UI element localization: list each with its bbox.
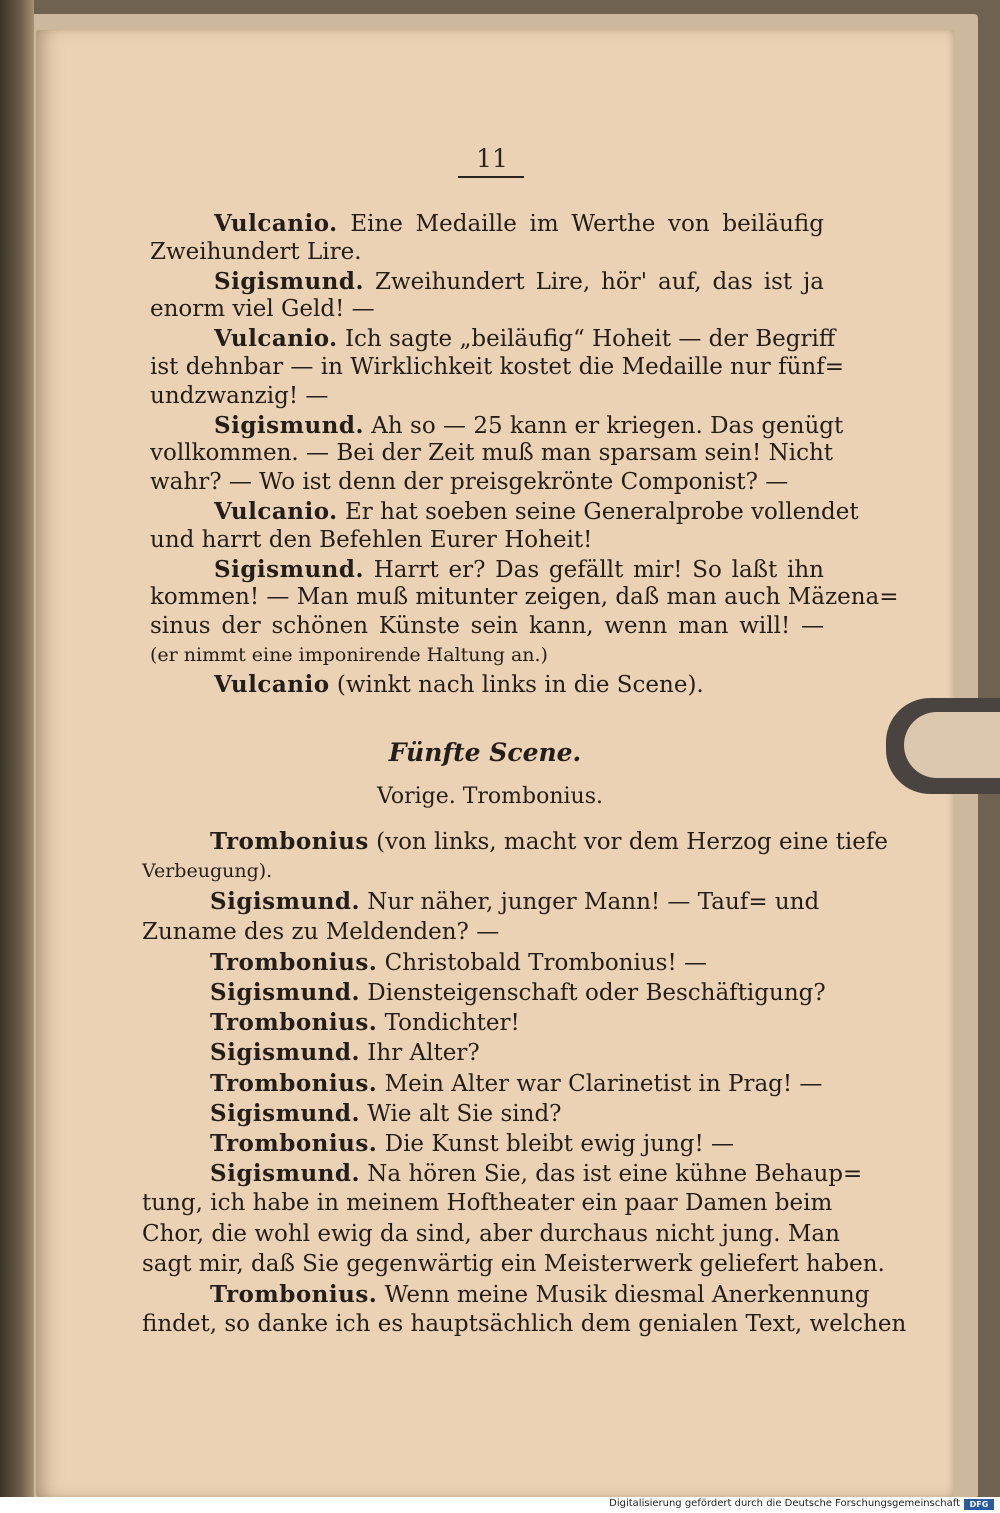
text-line bbox=[142, 919, 499, 946]
text-line bbox=[210, 979, 826, 1007]
text-line bbox=[210, 828, 889, 856]
text-line bbox=[150, 469, 788, 496]
speaker-name: Sigismund. bbox=[210, 1039, 360, 1067]
text-line bbox=[142, 1250, 885, 1278]
line-text: Harrt er? Das gefällt mir! So laßt ihn bbox=[364, 556, 824, 583]
speaker-name: Trombonius. bbox=[210, 1281, 378, 1308]
text-line bbox=[214, 498, 859, 526]
speaker-name: Trombonius. bbox=[210, 1069, 378, 1097]
text-line bbox=[214, 671, 704, 699]
speaker-name: Sigismund. bbox=[214, 411, 364, 439]
text-line bbox=[210, 1100, 562, 1128]
line-text: (von links, macht vor dem Herzog eine tiefe bbox=[368, 829, 889, 855]
line-text: (winkt nach links in die Scene). bbox=[329, 671, 704, 698]
text-line bbox=[214, 268, 824, 296]
line-text: Ihr Alter? bbox=[360, 1040, 480, 1067]
text-line bbox=[142, 1190, 833, 1217]
line-text: Eine Medaille im Werthe von beiläufig bbox=[337, 211, 824, 237]
line-text: ist dehnbar — in Wirklichkeit kostet die Medaille nur fünf= bbox=[150, 354, 845, 380]
text-line bbox=[210, 949, 707, 977]
line-text: Nur näher, junger Mann! — Tauf= und bbox=[360, 889, 820, 916]
line-text: Chor, die wohl ewig da sind, aber durchaus nicht jung. Man bbox=[142, 1220, 840, 1247]
line-text: Zweihundert Lire. bbox=[150, 238, 362, 265]
line-text: undzwanzig! — bbox=[150, 382, 329, 409]
speaker-name: Trombonius. bbox=[210, 948, 378, 976]
line-text: Zuname des zu Meldenden? — bbox=[142, 918, 500, 945]
speaker-name: Sigismund. bbox=[210, 888, 360, 916]
line-text: Na hören Sie, das ist eine kühne Behaup= bbox=[360, 1161, 863, 1188]
text-line bbox=[210, 1009, 520, 1037]
speaker-name: Vulcanio bbox=[214, 670, 330, 698]
speaker-name: Sigismund. bbox=[210, 979, 360, 1006]
text-line bbox=[150, 613, 824, 640]
line-text: Die Kunst bleibt ewig jung! — bbox=[377, 1131, 735, 1157]
text-line bbox=[150, 383, 328, 410]
line-text: Wie alt Sie sind? bbox=[360, 1100, 562, 1127]
text-line bbox=[150, 527, 592, 554]
text-line bbox=[210, 1281, 870, 1309]
text-line bbox=[214, 411, 844, 440]
scene-heading: Fünfte Scene. bbox=[388, 738, 582, 767]
text-line bbox=[150, 296, 375, 323]
text-line bbox=[214, 210, 824, 238]
line-text: tung, ich habe in meinem Hoftheater ein paar Damen beim bbox=[142, 1190, 833, 1217]
text-line bbox=[210, 1039, 480, 1067]
page-clip bbox=[886, 698, 1000, 794]
line-text: vollkommen. — Bei der Zeit muß man sparsam sein! Nicht bbox=[150, 440, 834, 467]
text-line bbox=[142, 1311, 907, 1338]
footer-text: Digitalisierung gefördert durch die Deutsche Forschungsgemeinschaft bbox=[609, 1498, 960, 1509]
line-text: sagt mir, daß Sie gegenwärtig ein Meisterwerk geliefert haben. bbox=[142, 1250, 885, 1277]
line-text: und harrt den Befehlen Eurer Hoheit! bbox=[150, 526, 593, 553]
text-line bbox=[210, 1070, 822, 1098]
text-line bbox=[142, 858, 272, 885]
text-line bbox=[150, 440, 834, 467]
dfg-logo-icon: DFG bbox=[964, 1499, 994, 1510]
text-line bbox=[210, 1160, 863, 1188]
line-text: Er hat soeben seine Generalprobe vollendet bbox=[337, 499, 859, 525]
text-line bbox=[150, 354, 845, 381]
line-text: Zweihundert Lire, hör' auf, das ist ja bbox=[364, 268, 824, 295]
line-text: Wenn meine Musik diesmal Anerkennung bbox=[377, 1282, 870, 1308]
line-text: Diensteigenschaft oder Beschäftigung? bbox=[360, 980, 826, 1006]
line-text: Christobald Trombonius! — bbox=[377, 949, 708, 976]
line-text: Ah so — 25 kann er kriegen. Das genügt bbox=[364, 412, 844, 439]
text-line bbox=[210, 1130, 734, 1158]
line-text: (er nimmt eine imponirende Haltung an.) bbox=[150, 644, 548, 666]
scene-persons: Vorige. Trombonius. bbox=[376, 784, 604, 809]
speaker-name: Trombonius. bbox=[210, 1009, 378, 1037]
speaker-name: Trombonius. bbox=[210, 1130, 378, 1157]
line-text: Verbeugung). bbox=[142, 860, 273, 883]
text-line bbox=[142, 1220, 840, 1248]
text-line bbox=[210, 888, 820, 916]
speaker-name: Sigismund. bbox=[210, 1099, 360, 1127]
line-text: Mein Alter war Clarinetist in Prag! — bbox=[377, 1070, 823, 1097]
text-line bbox=[214, 556, 824, 584]
line-text: kommen! — Man muß mitunter zeigen, daß man auch Mäzena= bbox=[150, 584, 899, 611]
speaker-name: Sigismund. bbox=[214, 555, 364, 583]
line-text: Tondichter! bbox=[377, 1010, 520, 1037]
book-spine bbox=[0, 0, 34, 1497]
text-line bbox=[150, 239, 362, 266]
line-text: enorm viel Geld! — bbox=[150, 296, 375, 323]
page-number-rule bbox=[458, 176, 524, 178]
speaker-name: Trombonius bbox=[210, 828, 369, 855]
speaker-name: Vulcanio. bbox=[214, 210, 338, 237]
text-line bbox=[150, 584, 899, 611]
text-line bbox=[214, 325, 836, 353]
line-text: sinus der schönen Künste sein kann, wenn man will! — bbox=[150, 613, 824, 640]
page-clip-inner bbox=[904, 712, 1000, 778]
speaker-name: Sigismund. bbox=[214, 267, 364, 295]
line-text: Ich sagte „beiläufig“ Hoheit — der Begriff bbox=[337, 326, 836, 353]
line-text: findet, so danke ich es hauptsächlich dem genialen Text, welchen bbox=[142, 1311, 907, 1338]
line-text: wahr? — Wo ist denn der preisgekrönte Componist? — bbox=[150, 469, 789, 496]
text-line bbox=[150, 642, 548, 669]
speaker-name: Sigismund. bbox=[210, 1160, 360, 1188]
speaker-name: Vulcanio. bbox=[214, 498, 338, 525]
speaker-name: Vulcanio. bbox=[214, 325, 338, 353]
footer-bar bbox=[0, 1497, 1000, 1513]
page-number: 11 bbox=[476, 144, 508, 173]
